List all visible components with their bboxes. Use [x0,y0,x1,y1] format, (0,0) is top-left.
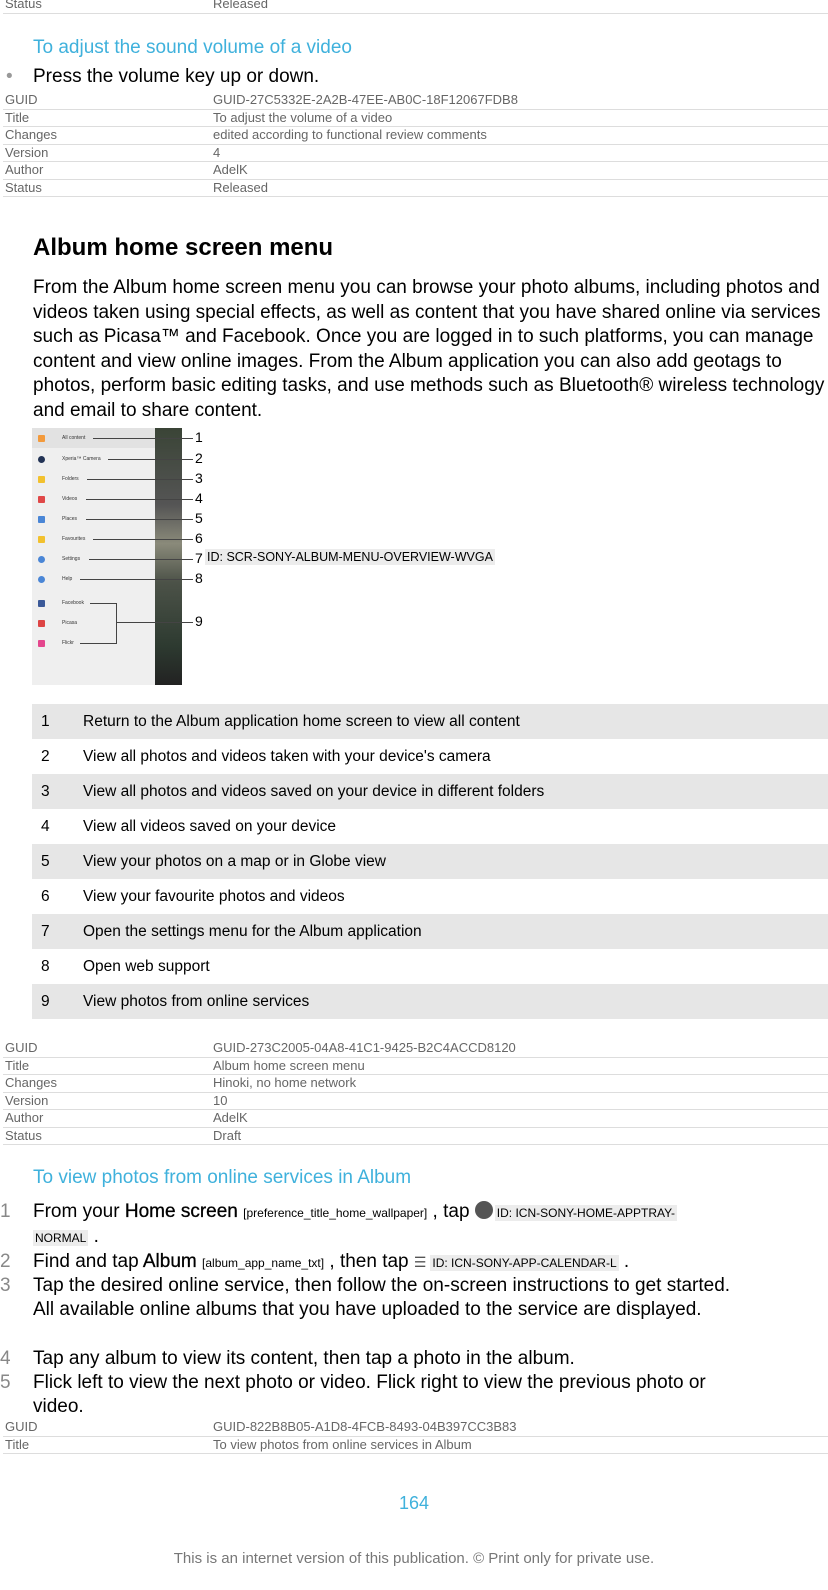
meta-label: Title [3,1436,211,1454]
picasa-icon [38,620,45,627]
meta-label: Version [3,1092,211,1110]
video-icon [38,496,45,503]
all-content-icon [38,435,45,442]
callout-number: 3 [195,470,203,486]
place-pin-icon [38,516,45,523]
callout-number: 5 [195,510,203,526]
string-id: [album_app_name_txt] [202,1256,325,1270]
step-text: From your [33,1201,125,1222]
callout-line [86,499,193,500]
photo-strip [155,428,182,685]
legend-row [32,739,828,774]
menu-item-label: Favourites [62,536,86,542]
legend-text: View all photos and videos taken with your device's camera [83,747,491,765]
meta-label: GUID [3,1419,211,1436]
legend-row [32,809,828,844]
meta-value: Hinoki, no home network [211,1075,828,1093]
meta-value: To adjust the volume of a video [211,109,828,127]
meta-label: Author [3,1110,211,1128]
menu-item-label: Help [62,576,73,582]
meta-value: Album home screen menu [211,1057,828,1075]
apptray-icon [475,1201,493,1219]
menu-icon: ☰ [413,1254,431,1270]
callout-line [89,559,193,560]
legend-row [32,949,828,984]
menu-item-label: Folders [62,476,79,482]
meta-label: Status [3,179,211,197]
section-heading: To adjust the sound volume of a video [33,37,352,58]
ui-term: Album [142,1251,197,1272]
callout-number: 7 [195,550,203,566]
step-text: , tap [427,1201,475,1222]
callout-line [108,459,193,460]
meta-value: AdelK [211,162,828,180]
meta-label: Changes [3,127,211,145]
step-text: Tap the desired online service, then follow the on-screen instructions to get started. All available online albums that you have uploaded to the service are displayed. [33,1275,731,1320]
legend-text: View photos from online services [83,992,310,1010]
help-icon [38,576,45,583]
string-id: [preference_title_home_wallpaper] [243,1206,428,1220]
callout-line [93,438,193,439]
legend-number: 2 [41,747,50,765]
meta-value: edited according to functional review comments [211,127,828,145]
meta-value: Released [211,0,828,13]
legend-number: 4 [41,817,50,835]
menu-item-label: Settings [62,556,81,562]
icon-id-label: ID: ICN-SONY-HOME-APPTRAY- [496,1206,676,1220]
icon-id-label: ID: ICN-SONY-APP-CALENDAR-L [432,1256,617,1270]
metadata-table [3,92,828,197]
meta-label: Version [3,144,211,162]
callout-number: 6 [195,530,203,546]
legend-row [32,844,828,879]
legend-number: 6 [41,887,50,905]
footer-note: This is an internet version of this publication. © Print only for private use. [173,1550,655,1567]
meta-value: 10 [211,1092,828,1110]
camera-icon [38,456,45,463]
metadata-table [3,1040,828,1145]
metadata-table [3,1419,828,1454]
meta-value: GUID-273C2005-04A8-41C1-9425-B2C4ACCD8120 [211,1040,828,1057]
meta-label: Status [3,0,211,13]
menu-item-label: All content [62,435,86,441]
meta-value: 4 [211,144,828,162]
menu-item-label: Flickr [62,640,74,646]
metadata-table [3,0,828,14]
meta-label: Title [3,109,211,127]
ui-term: Home screen [124,1201,238,1222]
page-heading: Album home screen menu [33,234,334,261]
legend-text: View your favourite photos and videos [83,887,345,905]
bullet-text: Press the volume key up or down. [33,66,320,87]
meta-value: AdelK [211,1110,828,1128]
legend-row [32,879,828,914]
menu-item-label: Videos [62,496,78,502]
meta-label: GUID [3,92,211,109]
legend-number: 8 [41,957,50,975]
step-text: Flick left to view the next photo or video. Flick right to view the previous photo or video. [33,1372,706,1417]
step-text: Find and tap [33,1251,143,1272]
menu-item-label: Facebook [62,600,84,606]
meta-label: Author [3,162,211,180]
callout-line [93,539,193,540]
step-text: , then tap [324,1251,414,1272]
callout-line [86,519,193,520]
callout-number: 8 [195,570,203,586]
meta-value: To view photos from online services in Album [211,1436,828,1454]
menu-item-label: Picasa [62,620,78,626]
meta-value: Draft [211,1127,828,1145]
intro-paragraph: From the Album home screen menu you can browse your photo albums, including photos and videos taken using special effects, as well as content that you have shared online via services such as Picasa™ and Facebook. Once you are logged in to such platforms, you can manage content and view online images. From the Album application you can also add geotags to photos, perform basic editing tasks, and use methods such as Bluetooth® wireless technology and email to share content. [33,277,825,421]
callout-number: 2 [195,450,203,466]
meta-value: GUID-27C5332E-2A2B-47EE-AB0C-18F12067FDB8 [211,92,828,109]
legend-number: 1 [41,712,50,730]
legend-text: Return to the Album application home screen to view all content [83,712,520,730]
step-text: Tap any album to view its content, then tap a photo in the album. [33,1348,575,1369]
bullet-icon: • [6,66,13,87]
gear-icon [38,556,45,563]
meta-label: GUID [3,1040,211,1057]
callout-number: 4 [195,490,203,506]
legend-table [32,704,828,1019]
legend-text: View all photos and videos saved on your device in different folders [83,782,545,800]
legend-text: View all videos saved on your device [83,817,337,835]
legend-row [32,774,828,809]
step-number: 2 [0,1251,11,1272]
callout-number: 9 [195,613,203,629]
step-number: 3 [0,1275,11,1296]
folder-icon [38,476,45,483]
meta-label: Status [3,1127,211,1145]
meta-value: GUID-822B8B05-A1D8-4FCB-8493-04B397CC3B83 [211,1419,828,1436]
legend-number: 3 [41,782,50,800]
flickr-icon [38,640,45,647]
legend-number: 7 [41,922,50,940]
step-number: 4 [0,1348,11,1369]
page-number: 164 [398,1493,430,1513]
callout-number: 1 [195,429,203,445]
meta-value: Released [211,179,828,197]
star-icon [38,536,45,543]
callout-line [87,479,193,480]
legend-row [32,704,828,739]
step-number: 5 [0,1372,11,1393]
meta-label: Changes [3,1075,211,1093]
callout-line [80,579,193,580]
menu-item-label: Xperia™ Camera [62,456,101,462]
legend-text: Open the settings menu for the Album application [83,922,422,940]
icon-id-label: NORMAL [35,1231,87,1245]
facebook-icon [38,600,45,607]
legend-text: View your photos on a map or in Globe view [83,852,386,870]
legend-number: 9 [41,992,50,1010]
legend-row [32,984,828,1019]
meta-label: Title [3,1057,211,1075]
menu-item-label: Places [62,516,78,522]
legend-row [32,914,828,949]
legend-text: Open web support [83,957,210,975]
legend-number: 5 [41,852,50,870]
figure-id-label: ID: SCR-SONY-ALBUM-MENU-OVERVIEW-WVGA [207,550,493,564]
section-heading: To view photos from online services in Album [33,1167,412,1188]
step-number: 1 [0,1201,11,1222]
